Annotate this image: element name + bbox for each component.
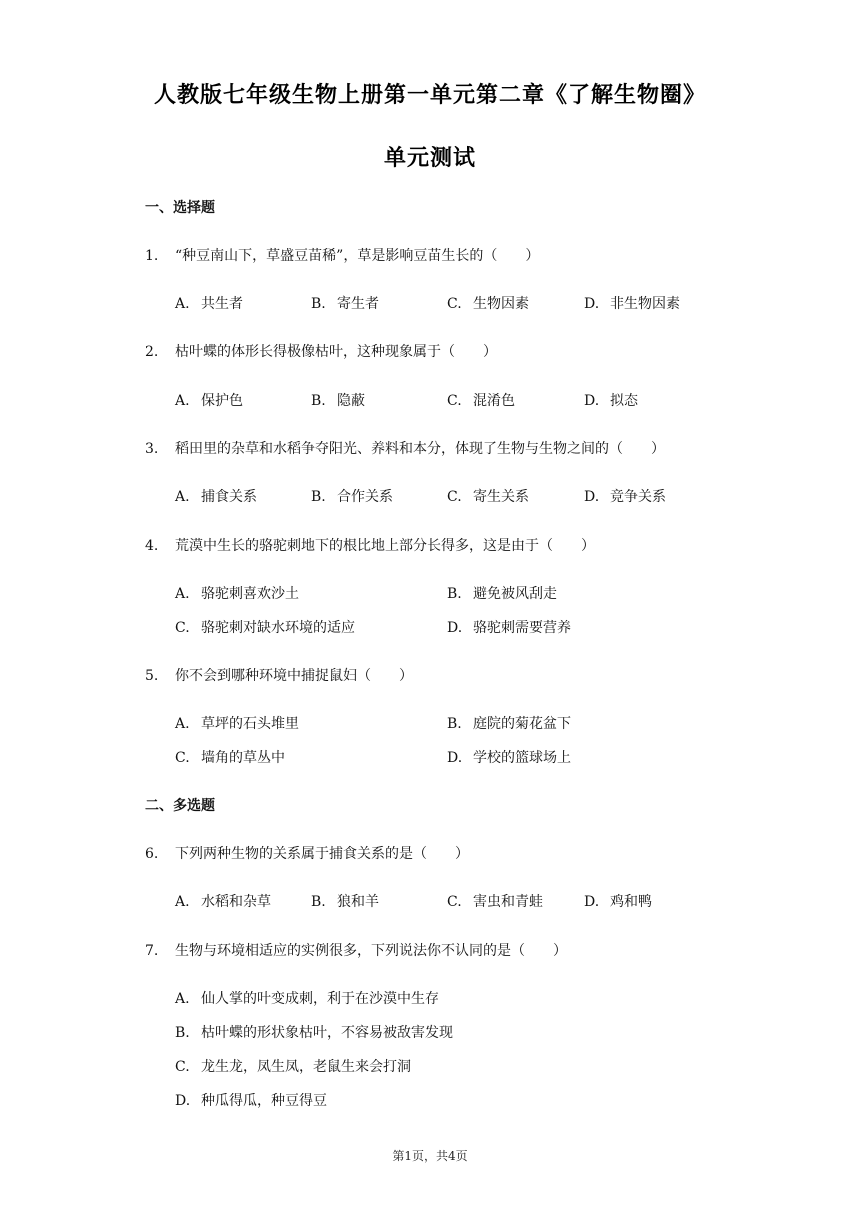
option-text: 水稻和杂草 — [201, 894, 271, 910]
option-label: D. — [584, 393, 600, 409]
option-label: C. — [447, 894, 462, 910]
option-text: 寄生者 — [337, 296, 379, 312]
option-label: C. — [175, 1059, 190, 1075]
option-text: 竞争关系 — [610, 489, 666, 505]
document-title: 人教版七年级生物上册第一单元第二章《了解生物圈》 — [153, 83, 706, 108]
option-text: 枯叶蝶的形状象枯叶，不容易被敌害发现 — [201, 1025, 453, 1041]
option-text: 骆驼刺对缺水环境的适应 — [201, 620, 355, 636]
option-label: D. — [584, 296, 600, 312]
option-label: B. — [447, 586, 462, 602]
question-number: 5. — [145, 668, 159, 684]
option-text: 保护色 — [201, 393, 243, 409]
question-stem: “种豆南山下，草盛豆苗稀”，草是影响豆苗生长的（ ） — [175, 248, 540, 264]
option-label: B. — [311, 393, 326, 409]
option-text: 隐蔽 — [337, 393, 365, 409]
option-6a — [175, 891, 271, 911]
option-3a — [175, 486, 257, 506]
option-7a — [175, 988, 439, 1008]
option-6c — [447, 891, 543, 911]
page-footer: 第1页，共4页 — [392, 1149, 468, 1163]
question-number: 1. — [145, 248, 159, 264]
option-text: 捕食关系 — [201, 489, 257, 505]
question-stem: 稻田里的杂草和水稻争夺阳光、养料和本分，体现了生物与生物之间的（ ） — [175, 441, 665, 457]
option-text: 寄生关系 — [473, 489, 529, 505]
option-label: A. — [175, 991, 190, 1007]
question-stem: 生物与环境相适应的实例很多，下列说法你不认同的是（ ） — [175, 943, 567, 959]
question-stem: 枯叶蝶的体形长得极像枯叶，这种现象属于（ ） — [175, 344, 497, 360]
question-6 — [145, 843, 469, 863]
option-label: B. — [447, 716, 462, 732]
option-text: 合作关系 — [337, 489, 393, 505]
option-3b — [311, 486, 393, 506]
option-3c — [447, 486, 529, 506]
option-text: 生物因素 — [473, 296, 529, 312]
option-4b — [447, 583, 557, 603]
option-text: 墙角的草丛中 — [201, 750, 285, 766]
question-number: 3. — [145, 441, 159, 457]
option-label: C. — [447, 296, 462, 312]
option-text: 拟态 — [610, 393, 638, 409]
option-label: D. — [175, 1093, 191, 1109]
option-text: 学校的篮球场上 — [473, 750, 571, 766]
option-4a — [175, 583, 299, 603]
option-text: 草坪的石头堆里 — [201, 716, 299, 732]
option-1d — [584, 293, 680, 313]
option-text: 龙生龙，凤生凤，老鼠生来会打洞 — [201, 1059, 411, 1075]
option-5b — [447, 713, 571, 733]
section-heading-multiple-choice: 二、多选题 — [145, 798, 215, 814]
option-label: D. — [584, 489, 600, 505]
option-label: D. — [447, 750, 463, 766]
option-7d — [175, 1090, 327, 1110]
option-1b — [311, 293, 379, 313]
option-2a — [175, 390, 243, 410]
option-text: 骆驼刺喜欢沙土 — [201, 586, 299, 602]
question-2 — [145, 341, 497, 361]
question-number: 6. — [145, 846, 159, 862]
option-5c — [175, 747, 285, 767]
option-text: 避免被风刮走 — [473, 586, 557, 602]
option-label: A. — [175, 296, 190, 312]
option-label: C. — [447, 489, 462, 505]
question-3 — [145, 438, 665, 458]
option-label: B. — [311, 296, 326, 312]
question-stem: 荒漠中生长的骆驼刺地下的根比地上部分长得多，这是由于（ ） — [175, 538, 595, 554]
option-2b — [311, 390, 365, 410]
option-1c — [447, 293, 529, 313]
option-text: 害虫和青蛙 — [473, 894, 543, 910]
option-label: A. — [175, 586, 190, 602]
option-label: A. — [175, 393, 190, 409]
question-stem: 你不会到哪种环境中捕捉鼠妇（ ） — [175, 668, 413, 684]
question-5 — [145, 665, 413, 685]
option-7b — [175, 1022, 453, 1042]
question-4 — [145, 535, 595, 555]
question-number: 2. — [145, 344, 159, 360]
option-text: 狼和羊 — [337, 894, 379, 910]
option-7c — [175, 1056, 411, 1076]
question-number: 7. — [145, 943, 159, 959]
question-stem: 下列两种生物的关系属于捕食关系的是（ ） — [175, 846, 469, 862]
option-5d — [447, 747, 571, 767]
option-text: 骆驼刺需要营养 — [473, 620, 571, 636]
option-2c — [447, 390, 515, 410]
option-label: A. — [175, 489, 190, 505]
option-label: C. — [447, 393, 462, 409]
option-text: 种瓜得瓜，种豆得豆 — [201, 1093, 327, 1109]
question-1 — [145, 245, 539, 265]
option-5a — [175, 713, 299, 733]
option-label: D. — [584, 894, 600, 910]
option-6d — [584, 891, 652, 911]
option-label: C. — [175, 750, 190, 766]
option-text: 庭院的菊花盆下 — [473, 716, 571, 732]
option-1a — [175, 293, 243, 313]
option-text: 仙人掌的叶变成刺，利于在沙漠中生存 — [201, 991, 439, 1007]
option-3d — [584, 486, 666, 506]
option-text: 共生者 — [201, 296, 243, 312]
option-4c — [175, 617, 355, 637]
option-2d — [584, 390, 638, 410]
option-6b — [311, 891, 379, 911]
option-text: 非生物因素 — [610, 296, 680, 312]
option-label: B. — [311, 489, 326, 505]
option-label: C. — [175, 620, 190, 636]
option-text: 混淆色 — [473, 393, 515, 409]
option-text: 鸡和鸭 — [610, 894, 652, 910]
document-subtitle: 单元测试 — [383, 146, 476, 171]
option-label: B. — [311, 894, 326, 910]
option-label: A. — [175, 894, 190, 910]
question-7 — [145, 940, 567, 960]
option-4d — [447, 617, 571, 637]
question-number: 4. — [145, 538, 159, 554]
option-label: A. — [175, 716, 190, 732]
option-label: B. — [175, 1025, 190, 1041]
option-label: D. — [447, 620, 463, 636]
section-heading-single-choice: 一、选择题 — [145, 200, 215, 216]
